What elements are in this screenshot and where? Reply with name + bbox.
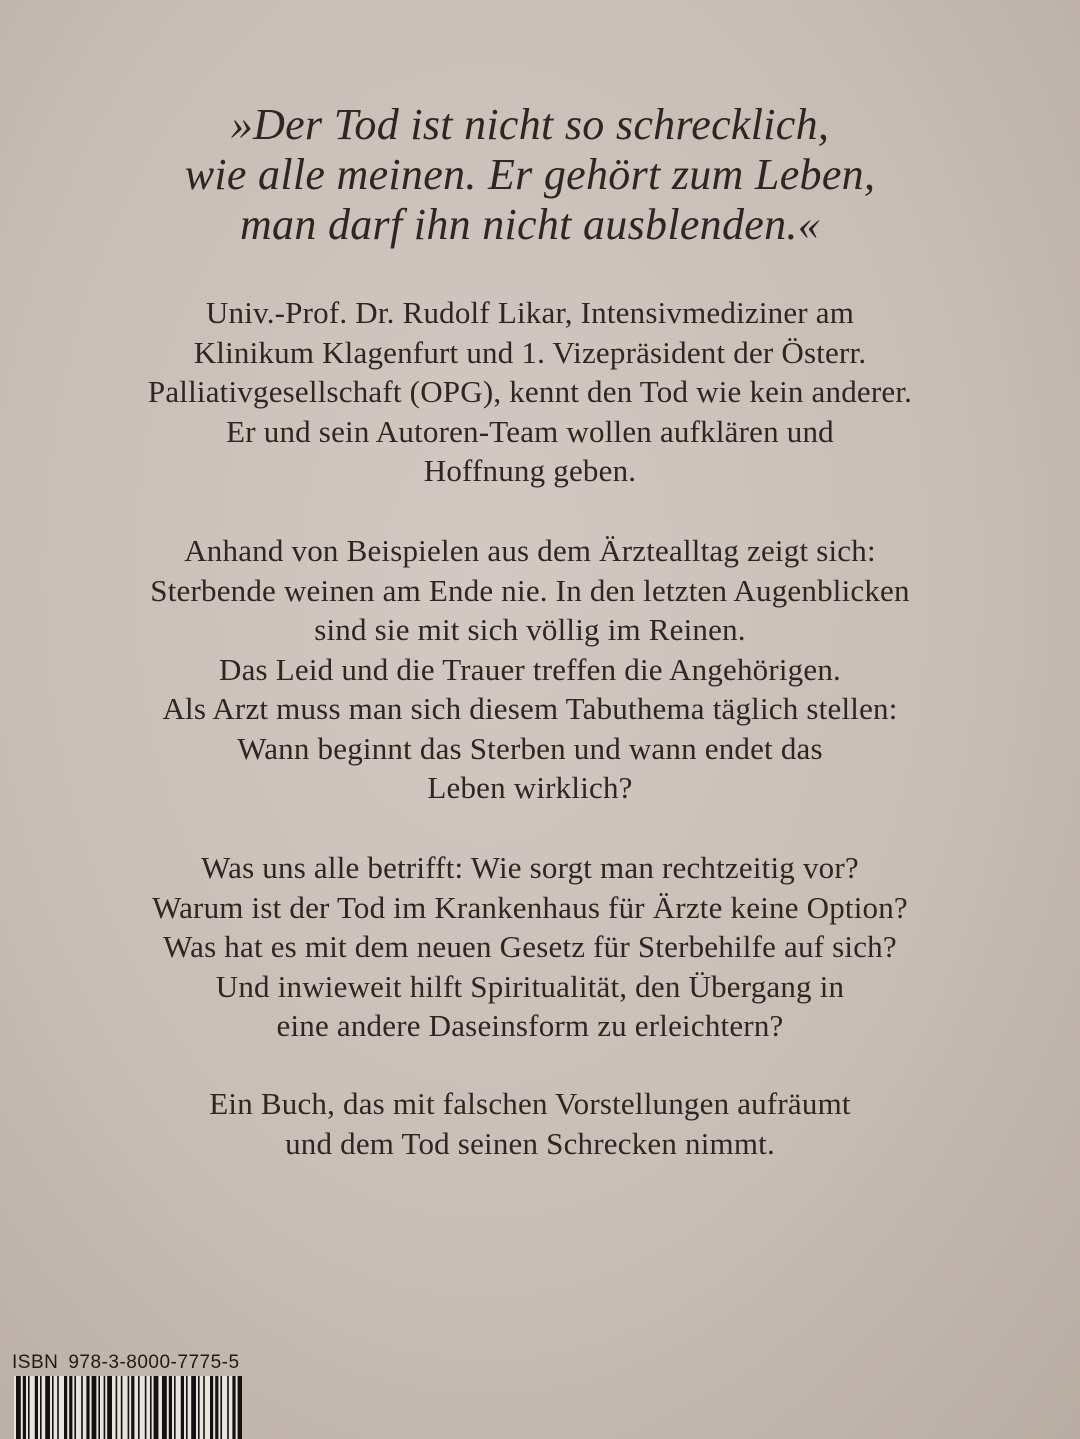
text-line: Palliativgesellschaft (OPG), kennt den Tod wie kein anderer.: [147, 374, 913, 409]
barcode-bar: [74, 1376, 76, 1439]
barcode-bar: [35, 1376, 38, 1439]
barcode-bar: [45, 1376, 50, 1439]
barcode-bar: [169, 1376, 172, 1439]
barcode-bar: [162, 1376, 167, 1439]
quote-line: wie alle meinen. Er gehört zum Leben,: [184, 150, 876, 199]
barcode-bar: [64, 1376, 67, 1439]
barcode-bar: [52, 1376, 54, 1439]
barcode-bar: [86, 1376, 89, 1439]
barcode-bar: [57, 1376, 59, 1439]
barcode-bar: [92, 1376, 97, 1439]
barcode-bar: [238, 1376, 242, 1439]
barcode-bar: [174, 1376, 176, 1439]
isbn-number: 978-3-8000-7775-5: [68, 1352, 240, 1373]
text-line: Anhand von Beispielen aus dem Ärztealltag zeigt sich:: [184, 533, 876, 568]
isbn-label: [12, 1352, 240, 1374]
examples-paragraph: [0, 531, 1060, 808]
quote-line: »Der Tod ist nicht so schrecklich,: [230, 100, 830, 149]
text-line: Hoffnung geben.: [423, 453, 637, 488]
barcode-bar: [138, 1376, 140, 1439]
isbn-prefix: ISBN: [12, 1352, 59, 1373]
text-line: sind sie mit sich völlig im Reinen.: [314, 612, 746, 647]
text-line: Das Leid und die Trauer treffen die Angehörigen.: [219, 651, 841, 687]
text-line: Sterbende weinen am Ende nie. In den letzten Augenblicken: [150, 572, 910, 608]
barcode-bar: [116, 1376, 118, 1439]
barcode-bar: [220, 1376, 222, 1439]
text-line: Leben wirklich?: [427, 770, 633, 805]
text-line: Univ.-Prof. Dr. Rudolf Likar, Intensivmediziner am: [205, 295, 855, 330]
barcode-bar: [215, 1376, 218, 1439]
text-line: Was uns alle betrifft: Wie sorgt man rechtzeitig vor?: [201, 850, 859, 885]
barcode-bar: [154, 1376, 159, 1439]
barcode-bar: [232, 1376, 235, 1439]
barcode-bar: [186, 1376, 188, 1439]
text-line: Warum ist der Tod im Krankenhaus für Ärzte keine Option?: [152, 889, 908, 925]
barcode-graphic: [14, 1376, 242, 1439]
barcode-bar: [104, 1376, 106, 1439]
barcode-bar: [191, 1376, 196, 1439]
closing-paragraph: [0, 1084, 1060, 1163]
barcode-bar: [69, 1376, 72, 1439]
barcode-bar: [131, 1376, 134, 1439]
barcode-bar: [98, 1376, 100, 1439]
text-line: eine andere Daseinsform zu erleichtern?: [276, 1008, 784, 1043]
barcode-bar: [16, 1376, 21, 1439]
text-line: Und inwieweit hilft Spiritualität, den Übergang in: [215, 968, 845, 1004]
text-line: und dem Tod seinen Schrecken nimmt.: [285, 1125, 775, 1161]
barcode-bar: [227, 1376, 229, 1439]
barcode-bar: [28, 1376, 30, 1439]
back-cover-quote: [0, 100, 1060, 250]
barcode-bar: [107, 1376, 112, 1439]
barcode-bar: [145, 1376, 147, 1439]
text-line: Wann beginnt das Sterben und wann endet das: [237, 730, 823, 766]
text-line: Als Arzt muss man sich diesem Tabuthema täglich stellen:: [162, 691, 898, 726]
text-line: Er und sein Autoren-Team wollen aufklären und: [226, 413, 834, 449]
barcode-bar: [23, 1376, 26, 1439]
barcode-bar: [150, 1376, 152, 1439]
barcode-bar: [181, 1376, 184, 1439]
text-line: Was hat es mit dem neuen Gesetz für Sterbehilfe auf sich?: [163, 929, 897, 964]
questions-paragraph: [0, 848, 1060, 1046]
barcode-bar: [128, 1376, 130, 1439]
barcode: [14, 1376, 242, 1439]
barcode-bar: [210, 1376, 213, 1439]
text-line: Ein Buch, das mit falschen Vorstellungen aufräumt: [209, 1086, 851, 1121]
barcode-bar: [198, 1376, 200, 1439]
quote-line: man darf ihn nicht ausblenden.«: [239, 200, 821, 249]
barcode-bar: [40, 1376, 42, 1439]
author-paragraph: [0, 293, 1060, 491]
barcode-bar: [203, 1376, 205, 1439]
barcode-bar: [81, 1376, 83, 1439]
barcode-bar: [121, 1376, 123, 1439]
text-line: Klinikum Klagenfurt und 1. Vizepräsident der Österr.: [193, 334, 867, 370]
